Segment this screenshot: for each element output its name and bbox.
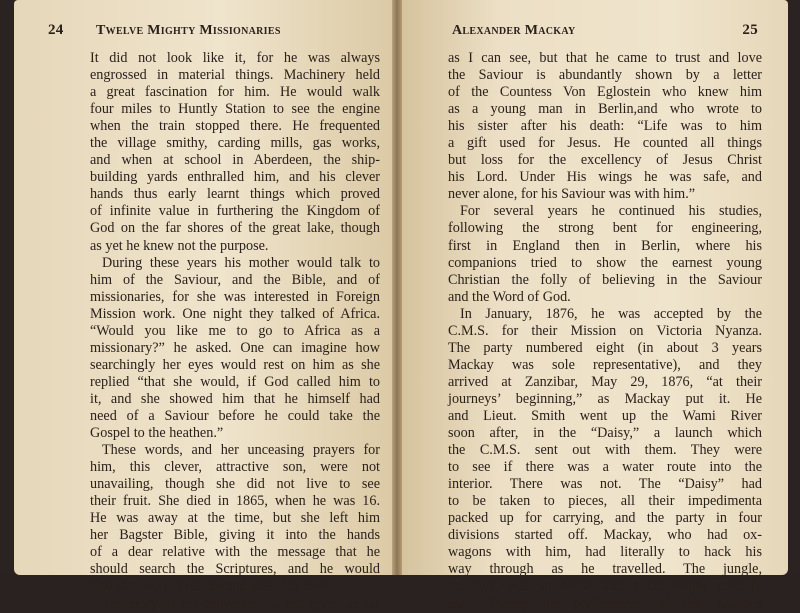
right-page — [402, 0, 788, 612]
text-line: divisions started off. Mackay, who had ox- — [448, 527, 762, 544]
text-line: need of a Saviour before he could take the — [90, 407, 380, 424]
text-line: arrived at Zanzibar, May 29, 1876, “at their — [448, 373, 762, 390]
text-line: as I can see, but that he came to trust and love — [448, 50, 762, 66]
text-line: as a young man in Berlin,and who wrote to — [448, 101, 762, 118]
text-line: interior. There was not. The “Daisy” had — [448, 476, 762, 493]
left-page — [14, 0, 392, 612]
text-line: he says, was so dense that a cat might scarcely — [448, 578, 762, 595]
text-line: hands thus early learnt things which proved — [90, 186, 380, 203]
text-line: Mission work. One night they talked of Africa. — [90, 305, 380, 322]
text-line: following the strong bent for engineering, — [448, 220, 762, 237]
text-line: It did not look like it, for he was always — [90, 50, 380, 66]
text-line: of the Countess Von Eglostein who knew him — [448, 84, 762, 101]
text-line: him of the Saviour, and the Bible, and of — [90, 271, 380, 288]
text-line: his sister after his death: “Life was to him — [448, 118, 762, 135]
text-line: a gift used for Jesus. He counted all things — [448, 135, 762, 152]
right-page-text — [448, 50, 762, 613]
text-line: He was away at the time, but she left him — [90, 510, 380, 527]
text-line: but loss for the excellency of Jesus Christ — [448, 152, 762, 169]
text-line: never alone, for his Saviour was with him.” — [448, 186, 696, 203]
text-line: packed up for carrying, and the party in four — [448, 510, 762, 527]
text-line: find the way to Heaven and meet her there. — [90, 578, 335, 595]
left-page-number: 24 — [48, 22, 64, 38]
text-line: God on the far shores of the great lake, though — [90, 220, 380, 237]
text-line: “Would you like me to go to Africa as a — [90, 322, 380, 339]
text-line: and Lieut. Smith went up the Wami River — [448, 407, 762, 424]
text-line: During these years his mother would talk to — [102, 254, 380, 271]
text-line: the C.M.S. sent out with them. They were — [448, 442, 762, 459]
text-line: The story of his conversion is not given as far — [102, 595, 380, 612]
text-line: Christian the folly of believing in the Saviour — [448, 271, 762, 288]
text-line: building yards enthralled him, and his clever — [90, 169, 380, 186]
text-line: C.M.S. for their Mission on Victoria Nyanza. — [448, 322, 762, 339]
text-line: first in England then in Berlin, where his — [448, 237, 762, 254]
text-line: him, this clever, attractive son, were not — [90, 459, 380, 476]
left-page-text — [90, 50, 380, 613]
text-line: journeys’ beginning,” as Mackay put it. He — [448, 390, 762, 407]
text-line: replied “that she would, if God called him to — [90, 373, 380, 390]
text-line: of infinite value in furthering the Kingdom of — [90, 203, 380, 220]
text-line: unavailing, though she did not live to see — [90, 476, 380, 493]
right-running-head: Alexander Mackay — [452, 23, 576, 38]
right-page-number: 25 — [742, 22, 758, 38]
text-line: missionary?” he asked. One can imagine how — [90, 339, 380, 356]
left-page-header — [48, 22, 378, 42]
text-line: For several years he continued his studies, — [460, 203, 762, 220]
text-line: the village smithy, carding mills, gas works, — [90, 135, 380, 152]
text-line: of a dear relative with the message that he — [90, 544, 380, 561]
text-line: Gospel to the heathen.” — [90, 425, 224, 442]
text-line: four miles to Huntly Station to see the engine — [90, 101, 380, 118]
text-line: when the train stopped there. He frequented — [90, 118, 380, 135]
text-line: and the Word of God. — [448, 288, 571, 305]
right-page-header — [442, 22, 758, 42]
text-line: wagons with him, had literally to hack his — [448, 544, 762, 561]
text-line: companions tried to show the earnest young — [448, 254, 762, 271]
text-line: a great fascination for him. He would walk — [90, 84, 380, 101]
text-line: soon after, in the “Daisy,” a launch which — [448, 425, 762, 442]
text-line: missionaries, for she was interested in Foreign — [90, 288, 380, 305]
left-running-head: Twelve Mighty Missionaries — [96, 23, 281, 38]
text-line: to see if there was a water route into the — [448, 459, 762, 476]
text-line: searchingly her eyes would rest on him as she — [90, 356, 380, 373]
text-line: In January, 1876, he was accepted by the — [460, 305, 762, 322]
text-line: the Saviour is abundantly shown by a letter — [448, 67, 762, 84]
text-line: way through as he travelled. The jungle, — [448, 561, 762, 578]
text-line: pass. During the performance of this arduous — [448, 595, 762, 612]
text-line: The party numbered eight (in about 3 years — [448, 339, 762, 356]
text-line: should search the Scriptures, and he would — [90, 561, 380, 578]
text-line: engrossed in material things. Machinery held — [90, 67, 380, 84]
text-line: These words, and her unceasing prayers for — [102, 442, 380, 459]
text-line: Mackay was sole representative), and they — [448, 356, 762, 373]
text-line: to be taken to pieces, all their impedimenta — [448, 493, 762, 510]
text-line: their fruit. She died in 1865, when he was 16. — [90, 493, 380, 510]
text-line: as yet he knew not the purpose. — [90, 237, 269, 254]
text-line: her Bagster Bible, giving it into the hands — [90, 527, 380, 544]
book-gutter — [392, 0, 402, 575]
text-line: it, and she showed him that he himself had — [90, 390, 380, 407]
text-line: and when at school in Aberdeen, the ship- — [90, 152, 380, 169]
text-line: his Lord. Under His wings he was safe, and — [448, 169, 762, 186]
